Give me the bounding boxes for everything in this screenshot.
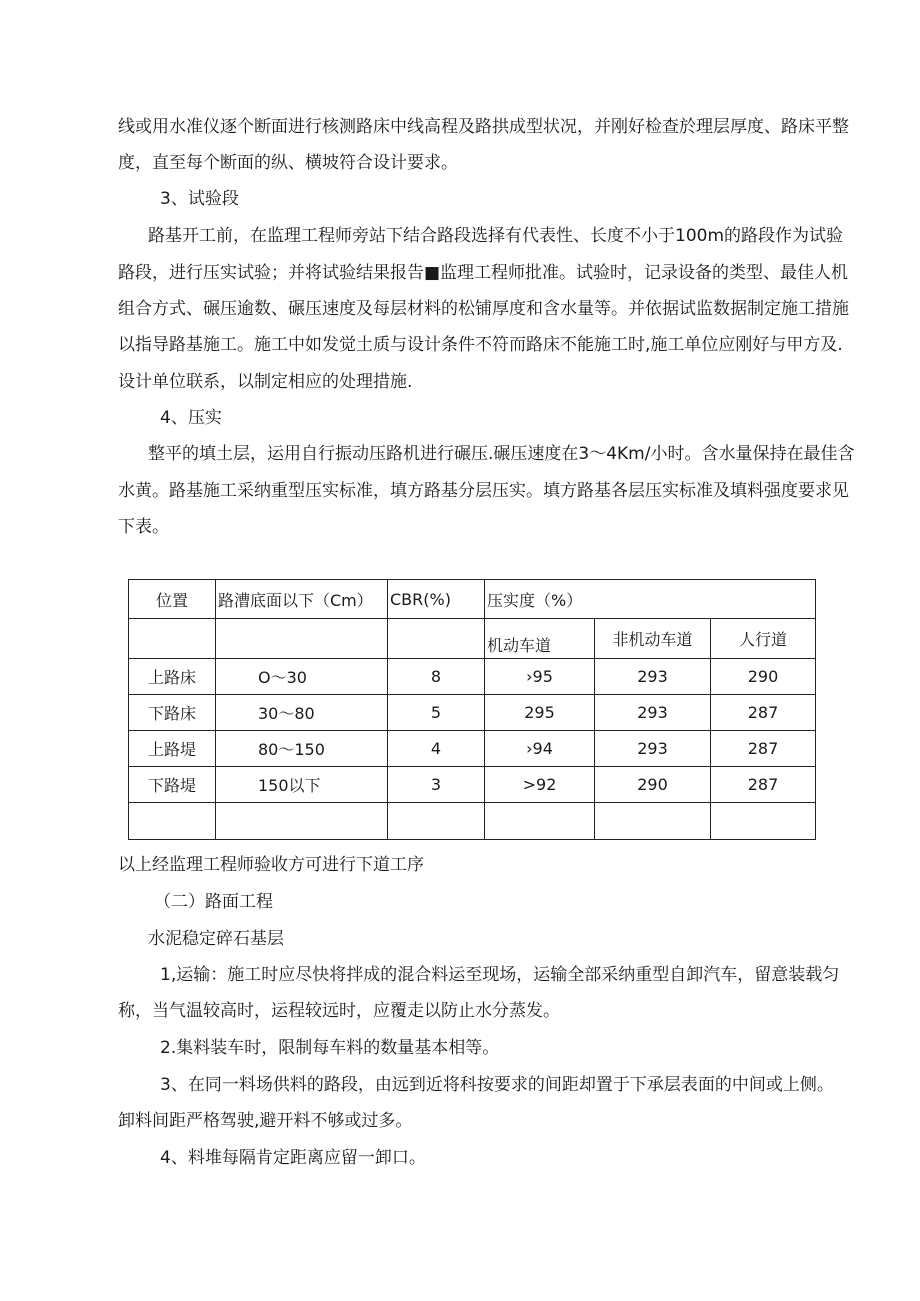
empty-cell <box>485 803 595 840</box>
table-row <box>129 659 816 695</box>
cell-cbr: 4 <box>388 731 485 767</box>
cell-depth: 80〜150 <box>216 731 388 767</box>
section-heading-compaction: 4、压实 <box>160 408 222 428</box>
cell-nonmotor: 293 <box>595 731 711 767</box>
cell-position: 下路床 <box>129 695 216 731</box>
empty-cell <box>595 803 711 840</box>
header-depth: 路漕底面以下（Cm） <box>216 580 388 619</box>
empty-cell <box>216 803 388 840</box>
paragraph-line: 线或用水准仪逐个断面进行核测路床中线高程及路拱成型状况，并刚好检查於理层厚度、路床平整 <box>118 117 849 137</box>
compaction-standard-table <box>128 579 816 840</box>
cell-motor: 295 <box>485 695 595 731</box>
list-item-loading: 2.集料装车时，限制每车料的数量基本相等。 <box>160 1038 500 1058</box>
cell-cbr: 8 <box>388 659 485 695</box>
cell-pedestrian: 290 <box>711 659 816 695</box>
paragraph-line: 整平的填土层，运用自行振动压路机进行碾压.碾压速度在3〜4Km/小时。含水量保持在最佳含 <box>148 444 855 464</box>
paragraph-line: 路基开工前，在监理工程师旁站下结合路段选择有代表性、长度不小于100m的路段作为试验 <box>148 226 844 246</box>
empty-cell <box>388 619 485 659</box>
cell-pedestrian: 287 <box>711 731 816 767</box>
subsection-heading-base: 水泥稳定碎石基层 <box>148 929 284 949</box>
table-row <box>129 767 816 803</box>
paragraph-line: 水黄。路基施工采纳重型压实标准，填方路基分层压实。填方路基各层压实标准及填料强度要求见 <box>118 481 849 501</box>
cell-nonmotor: 290 <box>595 767 711 803</box>
header-cbr: CBR(%) <box>388 580 485 619</box>
cell-position: 下路堤 <box>129 767 216 803</box>
cell-position: 上路堤 <box>129 731 216 767</box>
empty-cell <box>129 619 216 659</box>
header-position: 位置 <box>129 580 216 619</box>
table-empty-row <box>129 803 816 840</box>
cell-depth: 30〜80 <box>216 695 388 731</box>
empty-cell <box>711 803 816 840</box>
list-item-stockpile: 4、料堆每隔肯定距离应留一卸口。 <box>160 1148 426 1168</box>
list-item-transport: 1,运输：施工时应尽快将拌成的混合料运至现场，运输全部采纳重型自卸汽车，留意装载匀 <box>160 965 840 985</box>
empty-cell <box>216 619 388 659</box>
list-item-supply: 3、在同一料场供料的路段，由远到近将科按要求的间距却置于下承层表面的中间或上侧。 <box>160 1075 834 1095</box>
empty-cell <box>388 803 485 840</box>
cell-motor: ›95 <box>485 659 595 695</box>
table-header-row <box>129 580 816 619</box>
table-subheader-row <box>129 619 816 659</box>
cell-nonmotor: 293 <box>595 695 711 731</box>
cell-cbr: 3 <box>388 767 485 803</box>
paragraph-line: 卸料间距严格驾驶,避开料不够或过多。 <box>118 1111 413 1131</box>
cell-motor: >92 <box>485 767 595 803</box>
paragraph-line: 称，当气温较高时，运程较远时，应覆走以防止水分蒸发。 <box>118 1001 560 1021</box>
header-compaction: 压实度（%） <box>485 580 816 619</box>
empty-cell <box>129 803 216 840</box>
table-row <box>129 695 816 731</box>
paragraph-line: 组合方式、碾压逾数、碾压速度及每层材料的松铺厚度和含水量等。并依据试监数据制定施工措施 <box>118 299 849 319</box>
cell-pedestrian: 287 <box>711 767 816 803</box>
section-heading-trial: 3、试验段 <box>160 189 239 209</box>
table-row <box>129 731 816 767</box>
paragraph-line: 设计单位联系，以制定相应的处理措施. <box>118 372 413 392</box>
cell-depth: O〜30 <box>216 659 388 695</box>
paragraph-line: 以指导路基施工。施工中如发觉土质与设计条件不符而路床不能施工时,施工单位应刚好与甲方及. <box>118 335 843 355</box>
cell-depth: 150以下 <box>216 767 388 803</box>
paragraph-line: 下表。 <box>118 517 169 537</box>
cell-cbr: 5 <box>388 695 485 731</box>
cell-motor: ›94 <box>485 731 595 767</box>
paragraph-line: 度，直至每个断面的纵、横坡符合设计要求。 <box>118 153 458 173</box>
paragraph-line: 以上经监理工程师验收方可进行下道工序 <box>118 855 424 875</box>
paragraph-line: 路段，进行压实试验；并将试验结果报告■监理工程师批准。试验时，记录设备的类型、最佳人机 <box>118 263 849 283</box>
subheader-motor: 机动车道 <box>485 619 595 659</box>
subheader-nonmotor: 非机动车道 <box>595 619 711 659</box>
cell-nonmotor: 293 <box>595 659 711 695</box>
section-heading-road: （二）路面工程 <box>154 892 273 912</box>
cell-position: 上路床 <box>129 659 216 695</box>
subheader-pedestrian: 人行道 <box>711 619 816 659</box>
cell-pedestrian: 287 <box>711 695 816 731</box>
